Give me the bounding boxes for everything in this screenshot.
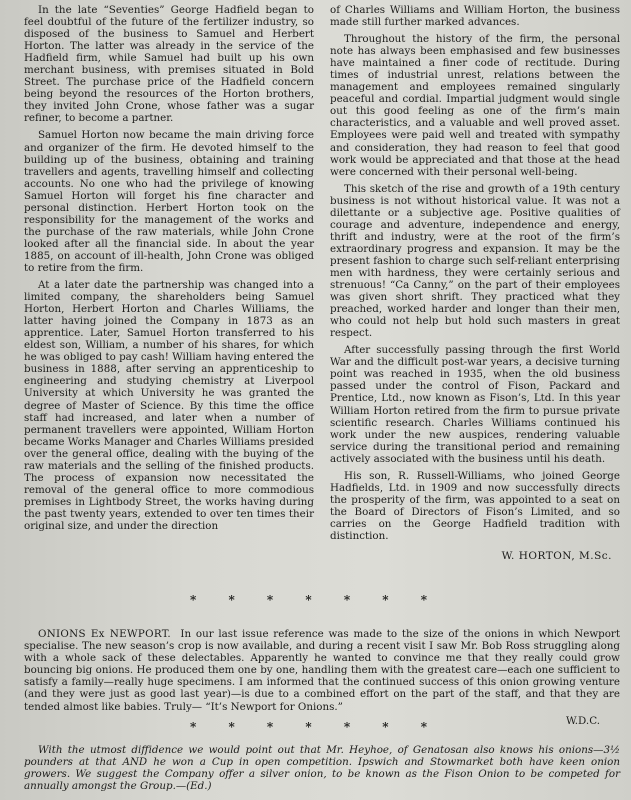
onions-article	[24, 628, 620, 727]
paragraph-continuation: of Charles Williams and William Horton, the business made still further marked advances.	[330, 4, 620, 29]
paragraph-fison-takeover: After successfully passing through the first World War and the difficult post-war years, a decisive turning point was reached in 1935, when the old business passed under the control of Fison, Packard and Prentice, Ltd., now known as Fison’s, Ltd. In this year William Horton retired from the firm to pursue private scientific research. Charles Williams continued his work under the new auspices, rendering valuable service during the transitional period and remaining actively associated with the business until his death.	[330, 344, 620, 465]
left-column	[24, 4, 314, 537]
editor-note	[24, 744, 620, 792]
paragraph-russell-williams: His son, R. Russell-Williams, who joined George Hadfields, Ltd. in 1909 and now successfully directs the prosperity of the firm, was appointed to a seat on the Board of Directors of Fison’s Limited, and so carries on the George Hadfield tradition with distinction.	[330, 469, 620, 542]
editor-note-text: With the utmost diffidence we would point out that Mr. Heyhoe, of Genatosan also knows his onions—3½ pounders at that AND he won a Cup in open competition. Ipswich and Stowmarket both have keen onion growers. We suggest the Company offer a silver onion, to be known as the Fison Onion to be competed for annually amongst the Group.—(Ed.)	[24, 744, 620, 793]
author-signature: W. HORTON, M.Sc.	[501, 550, 612, 563]
section-separator: * * * * * * *	[190, 593, 441, 607]
paragraph-hadfield-sale: In the late “Seventies” George Hadfield began to feel doubtful of the future of the fertilizer industry, so disposed of the business to Samuel and Herbert Horton. The latter was already in the service of the Hadfield firm, while Samuel had built up his own merchant business, with premises situated in Bold Street. The purchase price of the Hadfield concern being beyond the resources of the Horton brothers, they invited John Crone, whose father was a sugar refiner, to become a partner.	[24, 4, 314, 125]
onions-heading: ONIONS Ex NEWPORT.	[38, 628, 171, 640]
paragraph-personal-note: Throughout the history of the firm, the personal note has always been emphasised and few businesses have maintained a finer code of rectitude. During times of industrial unrest, relations between the management and employees remained singularly peaceful and cordial. Impartial judgment would single out this good feeling as one of the firm’s main characteristics, and a valuable and well proved asset. Employees were paid well and treated with sympathy and consideration, they had reason to feel that good work would be appreciated and that those at the head were concerned with their personal well-being.	[330, 33, 620, 178]
paragraph-limited-company: At a later date the partnership was changed into a limited company, the shareholders being Samuel Horton, Herbert Horton and Charles Williams, the latter having joined the Company in 1873 as an apprentice. Later, Samuel Horton transferred to his eldest son, William, a number of his shares, for which he was obliged to pay cash! William having entered the business in 1888, after serving an apprenticeship to engineering and studying chemistry at Liverpool University at which University he was granted the degree of Master of Science. By this time the office staff had increased, and later when a number of permanent travellers were appointed, William Horton became Works Manager and Charles Williams presided over the general office, dealing with the buying of the raw materials and the selling of the finished products. The process of expansion now necessitated the removal of the general office to more commodious premises in Lightbody Street, the works having during the past twenty years, extended to over ten times their original size, and under the direction	[24, 279, 314, 532]
paragraph-samuel-horton: Samuel Horton now became the main driving force and organizer of the firm. He devoted himself to the building up of the business, obtaining and training travellers and agents, travelling himself and collecting accounts. No one who had the privilege of knowing Samuel Horton will forget his fine character and personal distinction. Herbert Horton took on the responsibility for the management of the works and the purchase of the raw materials, while John Crone looked after all the financial side. In about the year 1885, on account of ill-health, John Crone was obliged to retire from the firm.	[24, 129, 314, 274]
onions-signature: W.D.C.	[565, 714, 600, 727]
right-column	[330, 4, 620, 562]
onions-body: In our last issue reference was made to the size of the onions in which Newport specialise. The new season’s crop is now available, and during a recent visit I saw Mr. Bob Ross struggling along with a whole sack of these delectables. Apparently he wanted to convince me that they really could grow bouncing big onions. He produced them one by one, handling them with the greatest care—each one sufficient to satisfy a family—really huge specimens. I am informed that the continued success of this onion growing venture (and they were just as good last year)—is due to a combined effort on the part of the staff, and that they are tended almost like babies. Truly— “It’s Newport for Onions.”	[24, 628, 620, 713]
paragraph-historical-value: This sketch of the rise and growth of a 19th century business is not without historical value. It was not a dilettante or a subjective age. Positive qualities of courage and adventure, independence and energy, thrift and industry, were at the root of the firm’s extraordinary progress and expansion. It may be the present fashion to charge such self-reliant enterprising men with hardness, they were certainly serious and strenuous! “Ca Canny,” on the part of their employees was given short shrift. They practiced what they preached, worked harder and longer than their men, who could not help but hold such masters in great respect.	[330, 182, 620, 340]
section-separator-2: * * * * * * *	[190, 720, 441, 734]
